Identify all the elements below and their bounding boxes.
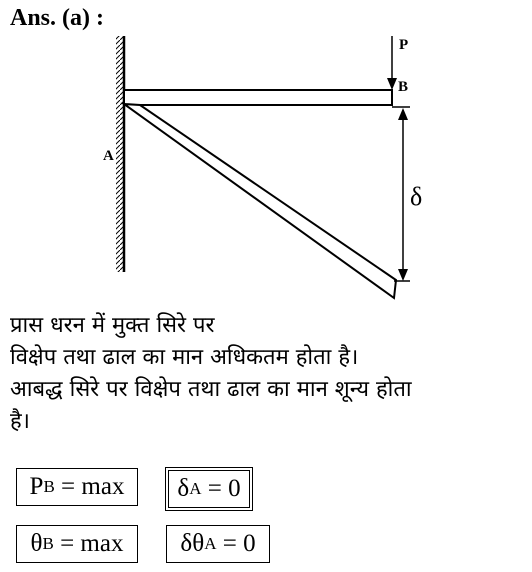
beam-deflected [124,104,396,298]
answer-heading: Ans. (a) : [10,5,104,31]
label-P: P [399,37,409,53]
formula-dtheta-a-zero: δθ A = 0 [166,525,270,563]
formula-delta-a-zero: δ A = 0 [168,470,250,508]
load-arrowhead [387,78,397,90]
formula-pb-max: P B = max [16,468,138,506]
dim-arrowhead-bottom [398,269,408,281]
label-A: A [103,148,114,164]
text-line-1: प्रास धरन में मुक्त सिरे पर [10,313,215,338]
beam-undeflected [124,90,392,105]
text-line-4: है। [10,409,31,434]
dim-arrowhead-top [398,108,408,120]
label-delta: δ [410,182,423,211]
formula-thetab-max: θ B = max [16,525,138,563]
text-line-3: आबद्ध सिरे पर विक्षेप तथा ढाल का मान शून्य होता [10,377,412,402]
label-B: B [398,79,409,95]
explanation-text [10,310,525,438]
text-line-2: विक्षेप तथा ढाल का मान अधिकतम होता है। [10,345,359,370]
